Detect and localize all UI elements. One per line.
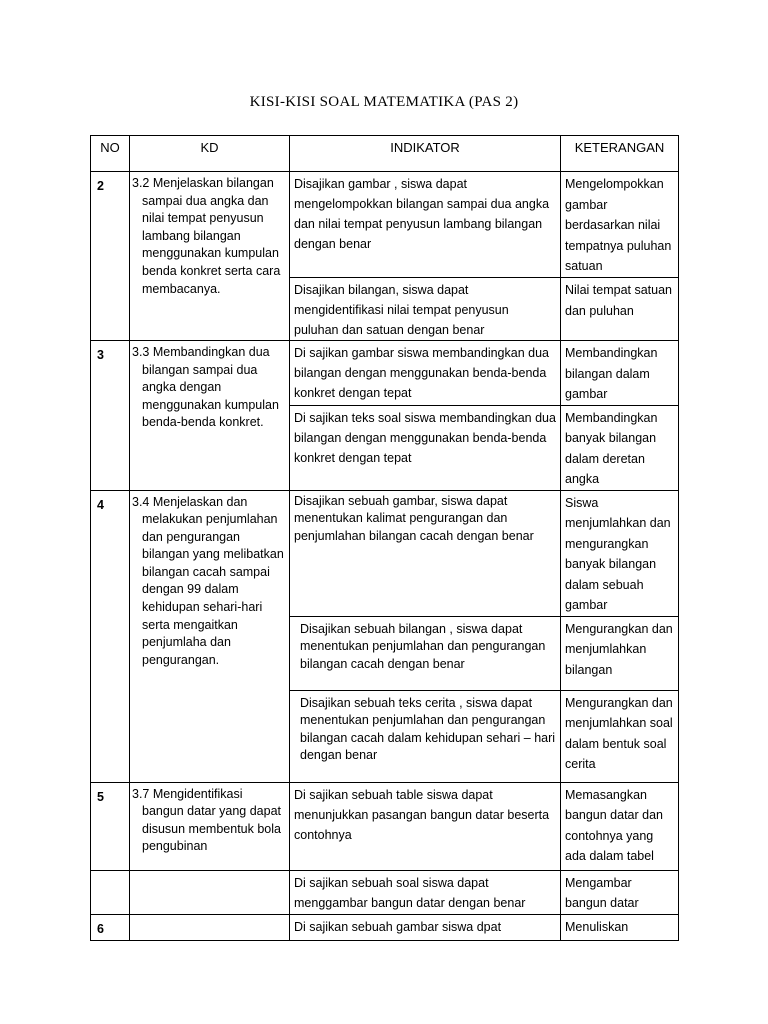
header-keterangan: KETERANGAN (561, 136, 679, 172)
row-keterangan: Mengurangkan dan menjumlahkan bilangan (561, 616, 679, 690)
row-kd: 3.2 Menjelaskan bilangan sampai dua angka dan nilai tempat penyusun lambang bilangan menggunakan kumpulan benda konkret serta cara membacanya. (132, 176, 281, 296)
header-kd: KD (130, 136, 290, 172)
table-row (91, 782, 679, 870)
row-no: 5 (91, 782, 130, 870)
header-indikator: INDIKATOR (290, 136, 561, 172)
table-row (91, 490, 679, 616)
row-indikator: Disajikan sebuah teks cerita , siswa dapat menentukan penjumlahan dan pengurangan bilangan cacah dalam kehidupan sehari – hari dengan benar (290, 690, 561, 782)
row-indikator: Di sajikan sebuah gambar siswa dpat (290, 914, 561, 940)
row-keterangan: Membandingkan banyak bilangan dalam deretan angka (561, 405, 679, 490)
row-keterangan: Memasangkan bangun datar dan contohnya yang ada dalam tabel (561, 782, 679, 870)
row-kd: 3.7 Mengidentifikasi bangun datar yang dapat disusun membentuk bola pengubinan (132, 786, 282, 854)
row-indikator: Di sajikan sebuah table siswa dapat menunjukkan pasangan bangun datar beserta contohnya (290, 782, 561, 870)
row-keterangan: Nilai tempat satuan dan puluhan (561, 278, 679, 341)
row-keterangan: Siswa menjumlahkan dan mengurangkan banyak bilangan dalam sebuah gambar (561, 490, 679, 616)
row-no: 6 (91, 914, 130, 940)
row-keterangan: Mengurangkan dan menjumlahkan soal dalam bentuk soal cerita (561, 690, 679, 782)
row-no: 2 (91, 172, 130, 341)
row-indikator: Disajikan gambar , siswa dapat mengelompokkan bilangan sampai dua angka dan nilai tempat penyusun lambang bilangan dengan benar (290, 172, 561, 278)
row-indikator: Disajikan sebuah bilangan , siswa dapat menentukan penjumlahan dan pengurangan bilangan cacah dengan benar (290, 616, 561, 690)
row-indikator: Disajikan bilangan, siswa dapat mengidentifikasi nilai tempat penyusun puluhan dan satuan dengan benar (290, 278, 561, 341)
row-no (91, 870, 130, 914)
row-keterangan: Menuliskan (561, 914, 679, 940)
table-row (91, 172, 679, 278)
row-indikator: Di sajikan sebuah soal siswa dapat menggambar bangun datar dengan benar (290, 870, 561, 914)
row-no: 3 (91, 341, 130, 491)
row-keterangan: Membandingkan bilangan dalam gambar (561, 341, 679, 406)
row-no: 4 (91, 490, 130, 782)
header-no: NO (91, 136, 130, 172)
row-kd: 3.3 Membandingkan dua bilangan sampai dua angka dengan menggunakan kumpulan benda-benda konkret. (132, 345, 279, 430)
table-row (91, 914, 679, 940)
kisi-kisi-table (90, 135, 679, 941)
table-row (91, 870, 679, 914)
row-indikator: Di sajikan teks soal siswa membandingkan dua bilangan dengan menggunakan benda-benda konkret dengan tepat (290, 405, 561, 490)
row-indikator: Di sajikan gambar siswa membandingkan dua bilangan dengan menggunakan benda-benda konkret dengan tepat (290, 341, 561, 406)
document-title: KISI-KISI SOAL MATEMATIKA (PAS 2) (249, 94, 519, 110)
table-header-row (91, 136, 679, 172)
row-indikator: Disajikan sebuah gambar, siswa dapat menentukan kalimat pengurangan dan penjumlahan bilangan cacah dengan benar (290, 490, 561, 616)
row-keterangan: Mengelompokkan gambar berdasarkan nilai tempatnya puluhan satuan (561, 172, 679, 278)
row-kd: 3.4 Menjelaskan dan melakukan penjumlahan dan pengurangan bilangan yang melibatkan bilangan cacah sampai dengan 99 dalam kehidupan sehari-hari serta mengaitkan penjumlaha dan pengurangan. (132, 494, 284, 667)
row-keterangan: Mengambar bangun datar (561, 870, 679, 914)
table-row (91, 341, 679, 406)
